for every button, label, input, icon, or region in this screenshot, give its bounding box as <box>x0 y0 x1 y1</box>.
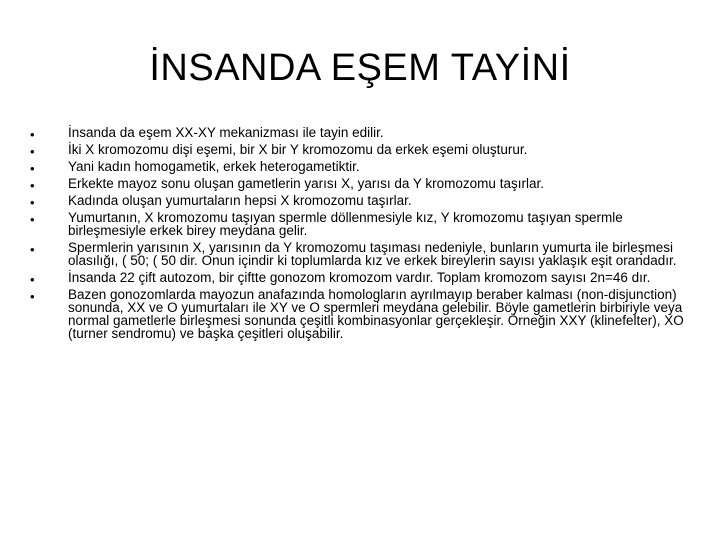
bullet-text: Kadında oluşan yumurtaların hepsi X kromozomu taşırlar. <box>68 193 412 208</box>
bullet-text: Yumurtanın, X kromozomu taşıyan spermle döllenmesiyle kız, Y kromozomu taşıyan spermle birleşmesiyle erkek birey meydana gelir. <box>68 210 623 238</box>
bullet-text: İnsanda da eşem XX-XY mekanizması ile tayin edilir. <box>68 125 384 140</box>
list-item <box>28 270 688 287</box>
list-item <box>28 210 688 240</box>
bullet-icon: • <box>30 289 35 304</box>
bullet-list <box>28 125 688 343</box>
list-item <box>28 159 688 176</box>
bullet-icon: • <box>30 144 35 159</box>
bullet-icon: • <box>30 127 35 142</box>
list-item <box>28 193 688 210</box>
bullet-text: Yani kadın homogametik, erkek heterogametiktir. <box>68 159 360 174</box>
bullet-icon: • <box>30 161 35 176</box>
bullet-text: Spermlerin yarısının X, yarısının da Y kromozomu taşıması nedeniyle, bunların yumurta ile birleşmesi olasılığı, ( 50; ( 50 dir. Onun içindir ki toplumlarda kız ve erkek bireylerin sayısı yaklaşık eşit orandadır. <box>68 240 677 268</box>
list-item <box>28 240 688 270</box>
list-item <box>28 176 688 193</box>
bullet-text: Erkekte mayoz sonu oluşan gametlerin yarısı X, yarısı da Y kromozomu taşırlar. <box>68 176 544 191</box>
list-item <box>28 142 688 159</box>
bullet-text: İnsanda 22 çift autozom, bir çiftte gonozom kromozom vardır. Toplam kromozom sayısı 2n=46 dır. <box>68 270 651 285</box>
list-item <box>28 125 688 142</box>
bullet-icon: • <box>30 195 35 210</box>
list-item <box>28 287 688 343</box>
bullet-text: İki X kromozomu dişi eşemi, bir X bir Y kromozomu da erkek eşemi oluşturur. <box>68 142 528 157</box>
bullet-icon: • <box>30 242 35 257</box>
bullet-icon: • <box>30 272 35 287</box>
slide-title: İNSANDA EŞEM TAYİNİ <box>149 47 571 89</box>
bullet-icon: • <box>30 212 35 227</box>
bullet-icon: • <box>30 178 35 193</box>
bullet-text: Bazen gonozomlarda mayozun anafazında homologların ayrılmayıp beraber kalması (non-disjunction) sonunda, XX ve O yumurtaları ile XY ve O spermleri meydana gelebilir. Böyle gametlerin birbiriyle veya normal gametlerle birleşmesi sonunda çeşitli kombinasyonlar gerçekleşir. Örneğin XXY (klinefelter), XO (turner sendromu) ve başka çeşitleri oluşabilir. <box>68 287 684 341</box>
